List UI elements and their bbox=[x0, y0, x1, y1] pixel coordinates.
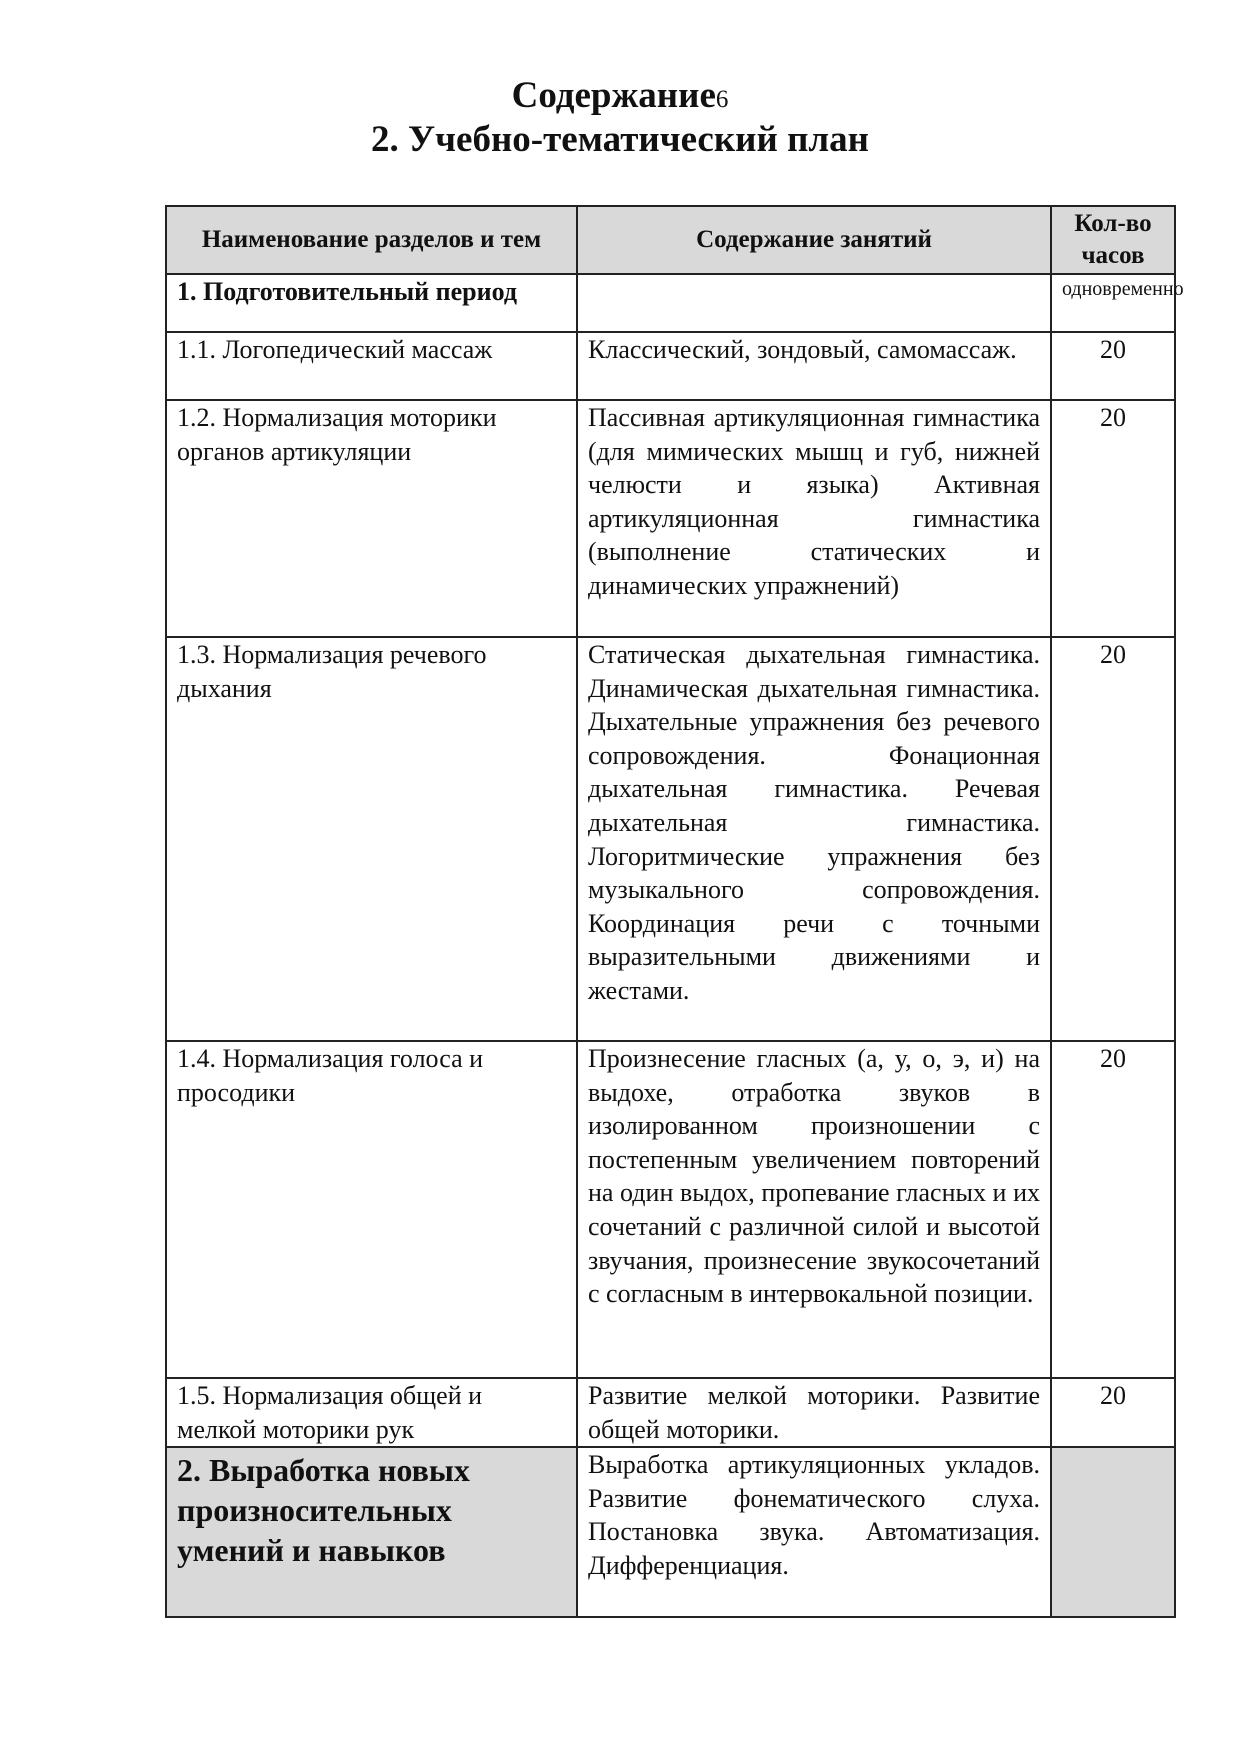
topic-cell: 1.4. Нормализация голоса и просодики bbox=[166, 1041, 577, 1378]
section-hours bbox=[1051, 1447, 1175, 1617]
table-row bbox=[166, 1041, 1175, 1378]
topic-cell: 1.5. Нормализация общей и мелкой моторики рук bbox=[166, 1378, 577, 1447]
content-cell: Пассивная артикуляционная гимнастика (для мимических мышц и губ, нижней челюсти и языка) Активная артикуляционная гимнастика (выполнение статических и динамических упражнений) bbox=[577, 400, 1051, 637]
document-title bbox=[0, 74, 1240, 117]
topic-cell: 1.3. Нормализация речевого дыхания bbox=[166, 637, 577, 1041]
content-cell: Произнесение гласных (а, у, о, э, и) на выдохе, отработка звуков в изолированном произношении с постепенным увеличением повторений на один выдох, пропевание гласных и их сочетаний с различной силой и высотой звучания, произнесение звукосочетаний с согласным в интервокальной позиции. bbox=[577, 1041, 1051, 1378]
table-row bbox=[166, 332, 1175, 400]
section-hours: одновременно bbox=[1051, 274, 1175, 332]
section-title: 2. Выработка новых произносительных умений и навыков bbox=[166, 1447, 577, 1617]
hours-cell: 20 bbox=[1051, 1378, 1175, 1447]
content-cell: Развитие мелкой моторики. Развитие общей моторики. bbox=[577, 1378, 1051, 1447]
section-row bbox=[166, 274, 1175, 332]
topic-cell: 1.1. Логопедический массаж bbox=[166, 332, 577, 400]
section-content: Выработка артикуляционных укладов. Развитие фонематического слуха. Постановка звука. Автоматизация. Дифференциация. bbox=[577, 1447, 1051, 1617]
hours-cell: 20 bbox=[1051, 332, 1175, 400]
header-hours: Кол-во часов bbox=[1051, 206, 1175, 274]
topic-cell: 1.2. Нормализация моторики органов артикуляции bbox=[166, 400, 577, 637]
table-header-row bbox=[166, 206, 1175, 274]
page-number: 6 bbox=[715, 86, 729, 113]
header-topics: Наименование разделов и тем bbox=[166, 206, 577, 274]
section-title: 1. Подготовительный период bbox=[166, 274, 577, 332]
hours-cell: 20 bbox=[1051, 637, 1175, 1041]
content-cell: Статическая дыхательная гимнастика. Динамическая дыхательная гимнастика. Дыхательные упражнения без речевого сопровождения. Фонационная дыхательная гимнастика. Речевая дыхательная гимнастика. Логоритмические упражнения без музыкального сопровождения. Координация речи с точными выразительными движениями и жестами. bbox=[577, 637, 1051, 1041]
content-cell: Классический, зондовый, самомассаж. bbox=[577, 332, 1051, 400]
curriculum-table bbox=[165, 205, 1184, 1618]
section-content bbox=[577, 274, 1051, 332]
title-text: Содержание bbox=[511, 75, 716, 116]
document-subtitle: 2. Учебно-тематический план bbox=[371, 119, 869, 160]
hours-cell: 20 bbox=[1051, 1041, 1175, 1378]
hours-cell: 20 bbox=[1051, 400, 1175, 637]
table-row bbox=[166, 637, 1175, 1041]
table-row bbox=[166, 1378, 1175, 1447]
section-row bbox=[166, 1447, 1175, 1617]
table-row bbox=[166, 400, 1175, 637]
header-content: Содержание занятий bbox=[577, 206, 1051, 274]
